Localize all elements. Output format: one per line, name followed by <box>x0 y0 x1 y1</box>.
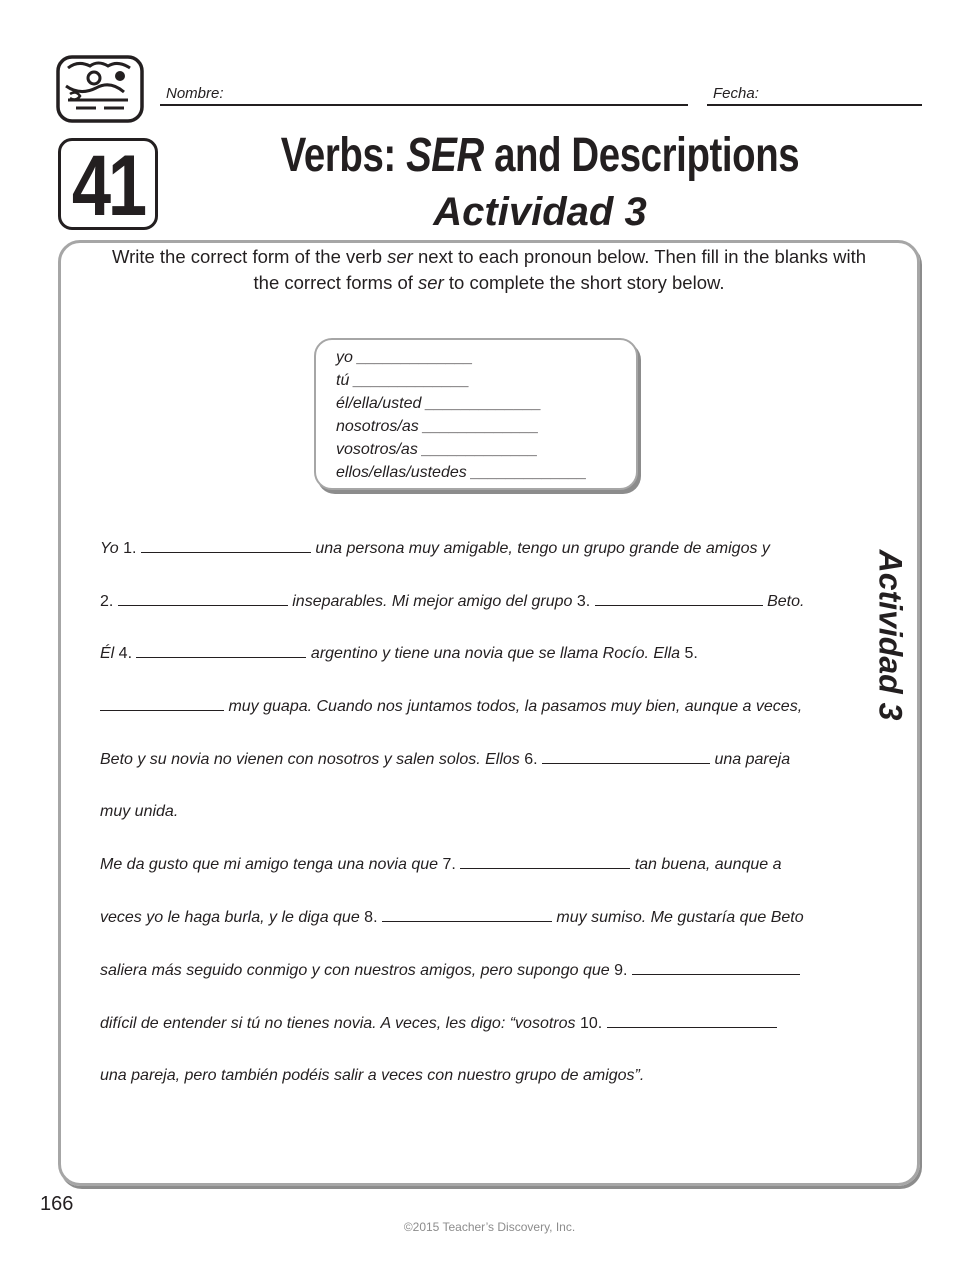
blank-number: 7. <box>442 856 456 873</box>
instructions <box>100 244 878 296</box>
conj-pronoun: ellos/ellas/ustedes <box>336 464 467 481</box>
conj-row-vosotros[interactable] <box>336 438 587 461</box>
answer-blank-6[interactable] <box>542 749 710 764</box>
answer-blank-4[interactable] <box>136 643 306 658</box>
conj-row-ellos[interactable] <box>336 461 587 484</box>
conj-blank[interactable]: _____________ <box>471 464 587 481</box>
answer-blank-10[interactable] <box>607 1013 777 1028</box>
story-text: veces yo le haga burla, y le diga que <box>100 909 365 926</box>
story-text: argentino y tiene una novia que se llama Rocío. Ella <box>306 645 685 662</box>
story-text: tan buena, aunque a <box>630 856 782 873</box>
story-line-11 <box>100 1066 860 1086</box>
blank-number: 10. <box>579 1015 603 1032</box>
story-line-9 <box>100 960 860 981</box>
conj-pronoun: tú <box>336 372 350 389</box>
conjugation-list <box>336 346 587 484</box>
answer-blank-9[interactable] <box>632 960 800 975</box>
activity-number: 41 <box>72 138 144 234</box>
answer-blank-8[interactable] <box>382 907 552 922</box>
conj-pronoun: él/ella/usted <box>336 395 422 412</box>
title-prefix: Verbs: <box>280 129 407 182</box>
blank-number: 4. <box>118 645 133 662</box>
conj-blank[interactable]: _____________ <box>422 441 538 458</box>
blank-number: 9. <box>614 962 628 979</box>
story-text: difícil de entender si tú no tienes novia. A veces, les digo: “vosotros <box>100 1015 580 1032</box>
story-text: Me da gusto que mi amigo tenga una novia que <box>100 856 443 873</box>
conj-pronoun: yo <box>336 349 353 366</box>
title-emphasis: SER <box>406 129 484 182</box>
story-text: Él <box>100 645 119 662</box>
conj-row-nosotros[interactable] <box>336 415 587 438</box>
name-label: Nombre: <box>166 85 224 102</box>
conj-blank[interactable]: _____________ <box>425 395 542 412</box>
conj-blank[interactable]: _____________ <box>353 372 470 389</box>
side-activity-label <box>870 550 910 720</box>
story-line-3 <box>100 643 860 664</box>
conj-row-tu[interactable] <box>336 369 587 392</box>
answer-blank-5[interactable] <box>100 696 224 711</box>
blank-number: 2. <box>100 593 114 610</box>
instr-verb2: ser <box>418 272 444 293</box>
conj-row-el[interactable] <box>336 392 587 415</box>
conj-row-yo[interactable] <box>336 346 587 369</box>
copyright: ©2015 Teacher’s Discovery, Inc. <box>403 1220 576 1234</box>
story-text: saliera más seguido conmigo y con nuestros amigos, pero supongo que <box>100 962 615 979</box>
page-title <box>160 129 920 182</box>
story-text: muy sumiso. Me gustaría que Beto <box>551 909 804 926</box>
blank-number: 5. <box>684 645 698 662</box>
story-text: muy unida. <box>100 803 179 820</box>
blank-number: 1. <box>123 540 137 557</box>
story-text: Beto y su novia no vienen con nosotros y salen solos. Ellos <box>100 751 525 768</box>
story-line-6 <box>100 802 860 822</box>
story-line-4 <box>100 696 860 717</box>
side-label-text: Actividad 3 <box>872 549 909 721</box>
story-line-2 <box>100 591 860 612</box>
name-field[interactable] <box>160 104 688 106</box>
blank-number: 6. <box>524 751 538 768</box>
story-line-8 <box>100 907 860 928</box>
conj-pronoun: vosotros/as <box>336 441 418 458</box>
answer-blank-7[interactable] <box>460 854 630 869</box>
activity-number-badge <box>58 138 158 234</box>
blank-number: 3. <box>576 593 591 610</box>
story-text: Yo <box>100 540 124 557</box>
instr-part2: next to each pronoun below. Then fill in the blanks with the correct forms of <box>253 246 867 293</box>
answer-blank-3[interactable] <box>595 591 763 606</box>
mayan-glyph-icon <box>54 54 146 124</box>
story-text: una pareja, pero también podéis salir a veces con nuestro grupo de amigos”. <box>100 1067 645 1084</box>
story-text: una pareja <box>710 751 791 768</box>
story-text: inseparables. Mi mejor amigo del grupo <box>287 593 577 610</box>
story-text: muy guapa. Cuando nos juntamos todos, la pasamos muy bien, aunque a veces, <box>224 698 803 715</box>
title-suffix: and Descriptions <box>483 129 800 182</box>
blank-number: 8. <box>364 909 378 926</box>
instr-part1: Write the correct form of the verb <box>111 246 388 267</box>
page-number: 166 <box>40 1193 74 1215</box>
date-field[interactable] <box>707 104 922 106</box>
story-line-10 <box>100 1013 860 1034</box>
story-line-7 <box>100 854 860 875</box>
answer-blank-1[interactable] <box>141 538 311 553</box>
instr-verb1: ser <box>387 246 413 267</box>
conj-blank[interactable]: _____________ <box>357 349 474 366</box>
story-line-5 <box>100 749 860 770</box>
page-subtitle: Actividad 3 <box>433 190 647 234</box>
date-label: Fecha: <box>713 85 759 102</box>
story-line-1 <box>100 538 860 559</box>
story-text: una persona muy amigable, tengo un grupo grande de amigos y <box>310 540 770 557</box>
instr-part3: to complete the short story below. <box>443 272 725 293</box>
answer-blank-2[interactable] <box>118 591 288 606</box>
story-text: Beto. <box>762 593 805 610</box>
conj-blank[interactable]: _____________ <box>423 418 539 435</box>
conj-pronoun: nosotros/as <box>336 418 419 435</box>
